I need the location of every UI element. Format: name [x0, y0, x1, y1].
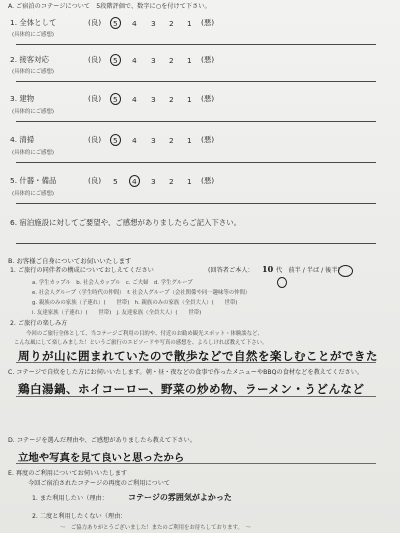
answer-line [16, 81, 376, 82]
answer-line [16, 44, 376, 45]
d-handwritten-answer: 立地や写真を見て良いと思ったから [18, 452, 185, 464]
answer-line [16, 396, 376, 397]
item-4-label: 4. 清掃 [10, 135, 35, 144]
item-3-option-5[interactable]: 5 [113, 95, 118, 104]
scale-good: (良) [88, 94, 102, 103]
item-3-label: 3. 建物 [10, 94, 35, 103]
selection-circle [338, 265, 353, 277]
e-option-1: 1. また利用したい（理由： [32, 495, 108, 502]
item-5-label: 5. 什器・備品 [10, 176, 57, 185]
comment-label: (具体的にご感想) [12, 69, 54, 75]
b1-option-row-1: a. 学生カップル b. 社会人カップル c. ご夫婦 d. 学生グループ [32, 280, 193, 286]
item-3-option-4[interactable]: 4 [132, 95, 137, 104]
b1-option-row-3: g. 親族のみの家族（子連れ）( 世帯) h. 親族のみの家族（全員大人）( 世帯) [32, 300, 238, 306]
item-2-option-5[interactable]: 5 [113, 56, 118, 65]
footer-thanks: 〜 ご協力ありがとうございました！またのご利用をお待ちしております。 〜 [60, 525, 251, 531]
item-1-option-1[interactable]: 1 [187, 19, 192, 28]
age-label: (回答者ご本人： [208, 267, 254, 274]
section-e-header: E. 再度のご利用についてお伺いいたします [8, 470, 128, 477]
item-3-option-3[interactable]: 3 [151, 95, 156, 104]
selection-circle [110, 17, 121, 29]
answer-line [16, 243, 376, 244]
answer-line [16, 162, 376, 163]
age-answer: 10 [262, 264, 274, 274]
comment-label: (具体的にご感想) [12, 32, 54, 38]
item-2-option-4[interactable]: 4 [132, 56, 137, 65]
item-2-label: 2. 接客対応 [10, 55, 49, 64]
item-1-label: 1. 全体として [10, 18, 57, 27]
scale-good: (良) [88, 18, 102, 27]
item-3-option-2[interactable]: 2 [169, 95, 174, 104]
item-5-option-2[interactable]: 2 [169, 177, 174, 186]
selection-circle [110, 93, 121, 105]
item-5-option-1[interactable]: 1 [187, 177, 192, 186]
item-1-option-2[interactable]: 2 [169, 19, 174, 28]
b1-option-row-2: e. 社会人グループ（学生時代の仲間） f. 社会人グループ（会社関係や同一趣味等の仲間） [32, 290, 251, 296]
item-5-option-5[interactable]: 5 [113, 177, 118, 186]
b1-option-row-4: i. 友達家族（子連れ）( 世帯) j. 友達家族（全員大人）( 世帯) [32, 310, 202, 316]
c-handwritten-answer: 鶏白湯鍋、ホイコーロー、野菜の炒め物、ラーメン・うどんなど [18, 382, 365, 396]
section-d-question: D. コテージを選んだ理由や、ご感想がありましたら教えて下さい。 [8, 437, 196, 444]
section-c-question: C. コテージで自炊をした方にお伺いいたします。朝・昼・夜などの食事で作ったメニューやBBQの食材などを教えてください。 [8, 369, 364, 376]
item-4-option-1[interactable]: 1 [187, 136, 192, 145]
b2-handwritten-answer: 周りが山に囲まれていたので散歩などで自然を楽しむことができた [18, 349, 378, 363]
item-1-option-5[interactable]: 5 [113, 19, 118, 28]
selection-circle [110, 134, 121, 146]
scale-bad: (悪) [201, 135, 215, 144]
item-4-option-2[interactable]: 2 [169, 136, 174, 145]
scale-bad: (悪) [201, 18, 215, 27]
question-6: 6. 宿泊施設に対してご要望や、ご感想がありましたらご記入下さい。 [10, 218, 241, 227]
e-option-2: 2. 二度と利用したくない（理由： [32, 513, 127, 520]
item-2-option-3[interactable]: 3 [151, 56, 156, 65]
comment-label: (具体的にご感想) [12, 150, 54, 156]
scale-bad: (悪) [201, 176, 215, 185]
item-4-option-4[interactable]: 4 [132, 136, 137, 145]
section-a-header: A. ご宿泊のコテージについて 5段階評価で、数字に○を付けて下さい。 [8, 3, 211, 10]
item-3-option-1[interactable]: 1 [187, 95, 192, 104]
scale-good: (良) [88, 135, 102, 144]
item-5-option-3[interactable]: 3 [151, 177, 156, 186]
item-2-option-1[interactable]: 1 [187, 56, 192, 65]
answer-line [16, 362, 376, 363]
selection-circle [129, 175, 140, 187]
b2-question: 2. ご旅行の楽しみ方 [10, 320, 68, 327]
scale-bad: (悪) [201, 94, 215, 103]
item-4-option-5[interactable]: 5 [113, 136, 118, 145]
section-b-header: B. お客様ご自身についてお伺いいたします [8, 257, 132, 265]
item-4-option-3[interactable]: 3 [151, 136, 156, 145]
b2-instruction-1: 今回のご旅行全体として、当コテージご利用の目的や、付近のお勧め観光スポット・体験談など、 [26, 331, 263, 337]
scale-good: (良) [88, 55, 102, 64]
item-5-option-4[interactable]: 4 [132, 177, 137, 186]
scale-bad: (悪) [201, 55, 215, 64]
item-1-option-4[interactable]: 4 [132, 19, 137, 28]
item-2-option-2[interactable]: 2 [169, 56, 174, 65]
age-range: 代 前半 / 半ば / 後半) [276, 267, 340, 274]
scale-good: (良) [88, 176, 102, 185]
comment-label: (具体的にご感想) [12, 191, 54, 197]
answer-line [16, 121, 376, 122]
selection-circle [110, 54, 121, 66]
comment-label: (具体的にご感想) [12, 109, 54, 115]
b2-instruction-2: こんな風にして楽しみました！というご旅行のエピソードや写真の感想を、よろしければ教えて下さい。 [14, 340, 268, 346]
section-e-subheader: 今回ご宿泊されたコテージの再度のご利用について [28, 480, 171, 487]
e-handwritten-reason: コテージの雰囲気がよかった [128, 492, 232, 502]
item-1-option-3[interactable]: 3 [151, 19, 156, 28]
b1-question: 1. ご旅行の同伴者の構成についておしえてください [10, 267, 154, 274]
answer-line [16, 463, 376, 464]
answer-line [16, 203, 376, 204]
selection-circle [277, 277, 287, 288]
